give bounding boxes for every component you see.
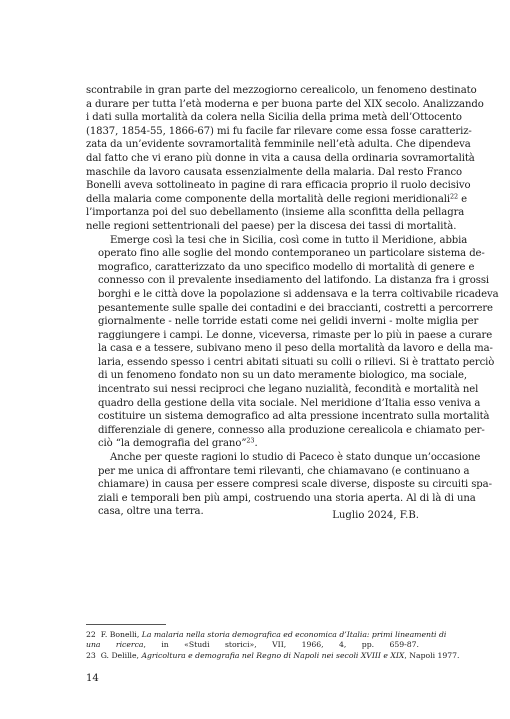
footnote-ref-22[interactable]: 22 — [450, 192, 459, 201]
text-line: Bonelli aveva sottolineato in pagine di rara efficacia proprio il ruolo decisivo — [86, 180, 471, 192]
main-text — [86, 84, 499, 519]
footnote-line: 23 G. Delille, Agricoltura e demografia nel Regno di Napoli nei secoli XVIII e XIX, Napoli 1977. — [86, 650, 460, 660]
text-line: costituire un sistema demografico ad alta pressione incentrato sulla mortalità — [98, 411, 490, 423]
text-line: casa, oltre una terra. — [98, 506, 204, 518]
footnote-number: 23 — [86, 650, 96, 660]
text-line: zata da un’evidente sovramortalità femminile nell’età adulta. Che dipendeva — [86, 139, 471, 151]
text-line: la casa e a tessere, subivano meno il peso della mortalità da lavoro e della ma- — [98, 343, 493, 355]
footnote-line: 22 F. Bonelli, La malaria nella storia demografica ed economica d’Italia: primi lineamenti di — [86, 630, 447, 639]
text-line: operato fino alle soglie del mondo contemporaneo un particolare sistema de- — [98, 248, 485, 260]
paragraph-1 — [86, 84, 484, 234]
text-line: connesso con il prevalente insediamento del latifondo. La distanza fra i grossi — [98, 275, 490, 287]
footnote-22 — [86, 630, 447, 651]
footnote-23 — [86, 650, 460, 661]
footnote-ref-23[interactable]: 23 — [246, 436, 255, 445]
text-line: maschile da lavoro causata essenzialmente della malaria. Dal resto Franco — [86, 166, 463, 178]
text-line: i dati sulla mortalità da colera nella Sicilia della prima metà dell’Ottocento — [86, 112, 462, 124]
text-line: di un fenomeno fondato non su un dato meramente biologico, ma sociale, — [98, 370, 468, 382]
text-line: dal fatto che vi erano più donne in vita a causa della ordinaria sovramortalità — [86, 152, 475, 164]
text-line: pesantemente sulle spalle dei contadini e dei braccianti, costretti a percorrere — [98, 302, 493, 314]
footnote-divider — [86, 624, 166, 625]
text-line: raggiungere i campi. Le donne, viceversa, rimaste per lo più in paese a curare — [98, 329, 493, 341]
text-line: scontrabile in gran parte del mezzogiorno cerealicolo, un fenomeno destinato — [86, 85, 477, 96]
text-line: laria, essendo spesso i centri abitati situati su colli o rilievi. Si è trattato perciò — [98, 356, 495, 368]
text-line: Anche per queste ragioni lo studio di Paceco è stato dunque un’occasione — [110, 452, 481, 464]
text-line: differenziale di genere, connesso alla produzione cerealicola e chiamato per- — [98, 424, 485, 436]
signature-date: Luglio 2024, F.B. — [332, 510, 419, 521]
footnote-line: una ricerca, in «Studi storici», VII, 1966, 4, pp. 659-87. — [86, 640, 419, 650]
text-line: incentrato sui nessi reciproci che legano nuzialità, fecondità e mortalità nel — [98, 384, 479, 396]
text-line: nelle regioni settentrionali del paese) per la discesa dei tassi di mortalità. — [86, 220, 457, 232]
text-line: borghi e le città dove la popolazione si addensava e la terra coltivabile ricadeva — [98, 288, 499, 300]
footnote-number: 22 — [86, 630, 96, 639]
text-line: l’importanza poi del suo debellamento (insieme alla sconfitta della pellagra — [86, 207, 465, 219]
text-line: ciò “la demografia del grano”$^{23}$. — [98, 436, 258, 450]
text-line: mografico, caratterizzato da uno specifico modello di mortalità di genere e — [98, 261, 475, 273]
text-line: (1837, 1854-55, 1866-67) mi fu facile far rilevare come essa fosse caratteriz- — [86, 125, 472, 137]
text-line: della malaria come componente della mortalità delle regioni meridionali$^{22}$ e — [86, 192, 468, 205]
paragraph-2 — [86, 234, 499, 452]
paragraph-3 — [86, 451, 492, 519]
text-line: Emerge così la tesi che in Sicilia, così come in tutto il Meridione, abbia — [110, 234, 468, 246]
text-line: ziali e temporali ben più ampi, costruendo una storia aperta. Al di là di una — [98, 492, 476, 504]
text-line: chiamare) in causa per essere compresi scale diverse, disposte su circuiti spa- — [98, 479, 492, 491]
text-line: a durare per tutta l’età moderna e per buona parte del XIX secolo. Analizzando — [86, 98, 484, 110]
text-line: giornalmente - nelle torride estati come nei gelidi inverni - molte miglia per — [98, 316, 479, 328]
footnotes — [86, 630, 460, 661]
text-line: per me unica di affrontare temi rilevanti, che chiamavano (e continuano a — [98, 465, 470, 477]
text-line: quadro della gestione della vita sociale. Nel meridione d’Italia esso veniva a — [98, 397, 481, 409]
page-number: 14 — [86, 673, 99, 684]
